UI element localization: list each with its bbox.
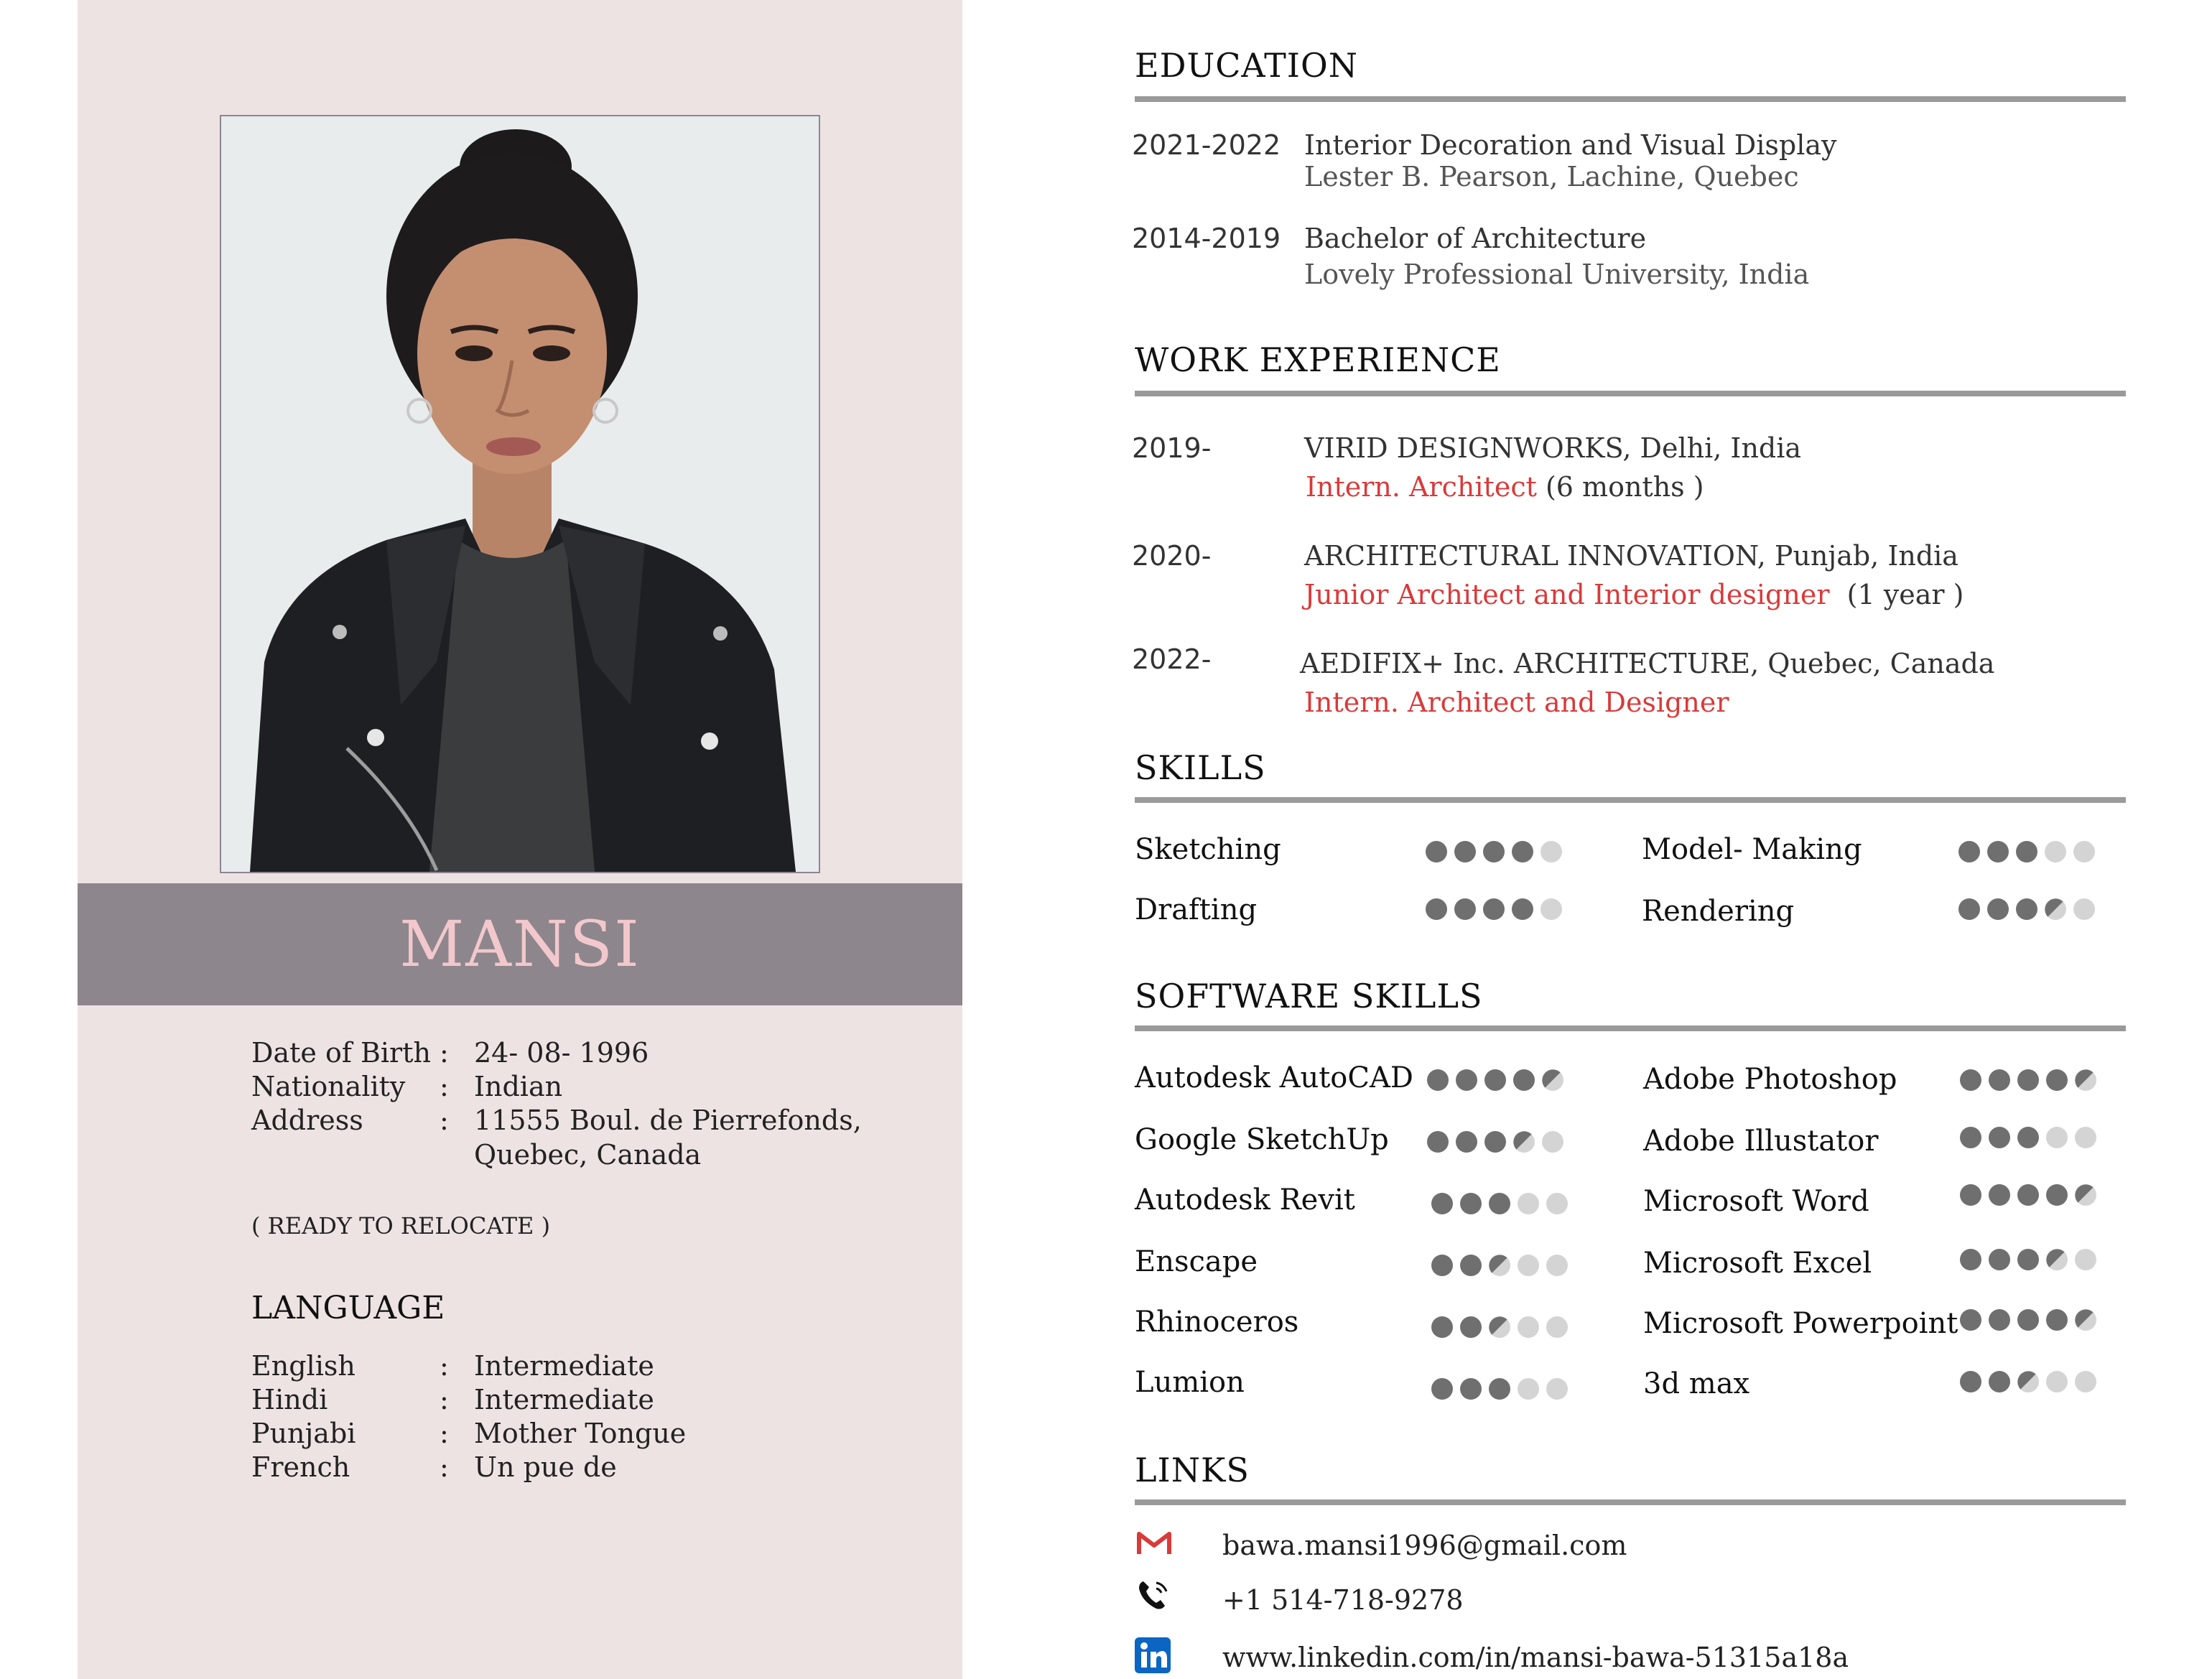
rating-dot [1959,1126,1982,1149]
rating-dot [2074,1126,2097,1149]
work-duration: (6 months ) [1536,471,1704,503]
rating-dot [2074,1248,2097,1271]
software-rating [1959,1183,2097,1206]
rating-dot [1431,1254,1454,1277]
software-rating [1431,1254,1569,1277]
rating-dot [2045,1308,2068,1331]
phone-icon [1135,1576,1174,1614]
skill-label: Sketching [1135,833,1281,866]
rating-dot [2015,840,2038,863]
work-role-line [1304,687,1729,718]
software-rating [1431,1192,1569,1215]
software-rating [1431,1316,1569,1339]
skill-rating [1425,840,1563,863]
rating-dot [1459,1254,1482,1277]
rating-dot [2017,1308,2040,1331]
software-label: Rhinoceros [1135,1306,1299,1339]
detail-separator: : [440,1104,449,1136]
rating-dot [1426,1069,1449,1092]
software-label: Google SketchUp [1135,1123,1389,1156]
rating-dot [1484,1130,1507,1153]
portrait-illustration [221,116,819,872]
rating-dot [1488,1254,1511,1277]
rating-dot [1986,840,2009,863]
software-label: Adobe Illustator [1643,1125,1879,1158]
phone-link[interactable]: +1 514-718-9278 [1222,1584,1464,1616]
rating-dot [2017,1069,2040,1092]
rating-dot [2017,1370,2040,1393]
language-level: Intermediate [474,1350,654,1382]
work-role: Intern. Architect and Designer [1304,687,1729,718]
software-label: Autodesk Revit [1135,1183,1355,1217]
skills-heading: SKILLS [1135,748,1266,787]
software-label: Lumion [1135,1366,1245,1399]
rating-dot [2045,1126,2068,1149]
software-label: Adobe Photoshop [1643,1063,1897,1096]
linkedin-link[interactable]: www.linkedin.com/in/mansi-bawa-51315a18a [1222,1642,1849,1673]
rating-dot [2017,1183,2040,1206]
rating-dot [1512,1069,1535,1092]
rating-dot [1988,1308,2011,1331]
rating-dot [1517,1192,1540,1215]
relocate-note: ( READY TO RELOCATE ) [251,1212,551,1240]
rating-dot [1959,1308,1982,1331]
rating-dot [1541,1069,1564,1092]
education-title: Interior Decoration and Visual Display [1304,129,1837,161]
skill-label: Model- Making [1642,833,1862,866]
language-name: French [251,1451,350,1483]
rating-dot [2074,1183,2097,1206]
rating-dot [1459,1377,1482,1400]
rating-dot [2044,840,2067,863]
section-divider [1135,797,2126,803]
work-year: 2022- [1132,643,1212,675]
software-label: Microsoft Excel [1643,1247,1872,1280]
rating-dot [1425,840,1448,863]
rating-dot [1959,1069,1982,1092]
work-role-line [1306,471,1704,503]
education-school: Lester B. Pearson, Lachine, Quebec [1304,161,1799,192]
rating-dot [1540,840,1563,863]
work-company-line [1300,648,1994,679]
detail-label: Date of Birth [251,1037,431,1069]
work-company-line [1304,540,1958,572]
rating-dot [2073,898,2096,921]
rating-dot [1986,898,2009,921]
work-company: ARCHITECTURAL INNOVATION [1304,540,1757,572]
software-rating [1431,1377,1569,1400]
software-label: 3d max [1643,1367,1750,1400]
rating-dot [1482,898,1505,921]
language-level: Un pue de [474,1451,617,1483]
language-name: Hindi [251,1384,328,1415]
work-heading: WORK EXPERIENCE [1135,340,1501,379]
gmail-icon [1135,1524,1174,1563]
rating-dot [2017,1248,2040,1271]
rating-dot [2045,1183,2068,1206]
work-company: VIRID DESIGNWORKS [1304,432,1623,464]
rating-dot [1546,1377,1569,1400]
rating-dot [1958,898,1981,921]
rating-dot [1988,1069,2011,1092]
skill-rating [1958,840,2096,863]
education-title: Bachelor of Architecture [1304,223,1647,254]
rating-dot [1959,1248,1982,1271]
software-heading: SOFTWARE SKILLS [1135,977,1483,1015]
linkedin-icon [1135,1637,1171,1673]
software-rating [1959,1370,2097,1393]
rating-dot [1512,1130,1535,1153]
detail-separator: : [440,1071,449,1102]
software-label: Microsoft Word [1643,1185,1869,1218]
skill-rating [1958,898,2096,921]
rating-dot [1958,840,1981,863]
education-years: 2014-2019 [1132,223,1281,254]
skill-rating [1425,898,1563,921]
rating-dot [1431,1377,1454,1400]
detail-value: 24- 08- 1996 [474,1037,649,1069]
language-level: Mother Tongue [474,1418,687,1449]
software-rating [1959,1069,2097,1092]
rating-dot [1431,1192,1454,1215]
rating-dot [2073,840,2096,863]
detail-value: Quebec, Canada [474,1139,702,1171]
skill-label: Rendering [1642,895,1795,928]
language-separator: : [440,1451,449,1483]
software-rating [1959,1308,2097,1331]
rating-dot [1517,1316,1540,1339]
work-company-line [1304,432,1801,464]
software-rating [1959,1126,2097,1149]
language-level: Intermediate [474,1384,654,1415]
rating-dot [1517,1377,1540,1400]
section-divider [1135,96,2126,102]
language-separator: : [440,1384,449,1415]
detail-label: Nationality [251,1071,406,1102]
work-role: Intern. Architect [1306,471,1537,503]
rating-dot [1488,1192,1511,1215]
rating-dot [2045,1370,2068,1393]
detail-label: Address [251,1104,363,1136]
work-location: , Punjab, India [1757,540,1958,572]
rating-dot [1546,1192,1569,1215]
rating-dot [1431,1316,1454,1339]
section-divider [1135,1025,2126,1031]
rating-dot [1546,1316,1569,1339]
rating-dot [2045,1248,2068,1271]
rating-dot [2074,1069,2097,1092]
rating-dot [1988,1126,2011,1149]
candidate-name: MANSI [399,907,641,981]
work-role-line [1304,579,1964,610]
rating-dot [1459,1316,1482,1339]
work-location: , Quebec, Canada [1750,648,1995,679]
rating-dot [2017,1126,2040,1149]
links-heading: LINKS [1135,1451,1250,1489]
detail-value: 11555 Boul. de Pierrefonds, [474,1104,862,1136]
rating-dot [1511,840,1534,863]
rating-dot [1959,1183,1982,1206]
section-divider [1135,391,2126,396]
profile-photo [220,115,820,873]
detail-value: Indian [474,1071,563,1102]
rating-dot [1517,1254,1540,1277]
rating-dot [1511,898,1534,921]
work-location: , Delhi, India [1622,432,1802,464]
rating-dot [1482,840,1505,863]
rating-dot [2074,1308,2097,1331]
rating-dot [1488,1377,1511,1400]
work-role: Junior Architect and Interior designer [1304,579,1830,610]
work-year: 2020- [1132,540,1212,572]
rating-dot [1988,1183,2011,1206]
rating-dot [1454,840,1477,863]
skill-label: Drafting [1135,893,1258,926]
rating-dot [1988,1370,2011,1393]
detail-separator: : [440,1037,449,1069]
software-rating [1426,1069,1564,1092]
education-years: 2021-2022 [1132,129,1281,161]
rating-dot [1988,1248,2011,1271]
language-name: Punjabi [251,1418,356,1449]
rating-dot [2044,898,2067,921]
rating-dot [1488,1316,1511,1339]
language-separator: : [440,1418,449,1449]
rating-dot [1484,1069,1507,1092]
email-link[interactable]: bawa.mansi1996@gmail.com [1222,1530,1627,1561]
language-separator: : [440,1350,449,1382]
software-label: Autodesk AutoCAD [1135,1061,1413,1094]
rating-dot [2045,1069,2068,1092]
rating-dot [1459,1192,1482,1215]
language-name: English [251,1350,356,1382]
rating-dot [1546,1254,1569,1277]
work-company: AEDIFIX+ Inc. ARCHITECTURE [1300,648,1751,679]
software-rating [1959,1248,2097,1271]
rating-dot [2015,898,2038,921]
rating-dot [1425,898,1448,921]
rating-dot [1426,1130,1449,1153]
work-year: 2019- [1132,432,1212,464]
software-label: Microsoft Powerpoint [1643,1307,1958,1340]
rating-dot [1454,898,1477,921]
section-divider [1135,1499,2126,1505]
education-school: Lovely Professional University, India [1304,259,1810,290]
rating-dot [1540,898,1563,921]
software-rating [1426,1130,1564,1153]
rating-dot [1455,1130,1478,1153]
rating-dot [2074,1370,2097,1393]
rating-dot [1959,1370,1982,1393]
work-duration: (1 year ) [1829,579,1964,610]
education-heading: EDUCATION [1135,46,1358,85]
rating-dot [1541,1130,1564,1153]
language-heading: LANGUAGE [251,1290,445,1326]
rating-dot [1455,1069,1478,1092]
software-label: Enscape [1135,1245,1258,1278]
